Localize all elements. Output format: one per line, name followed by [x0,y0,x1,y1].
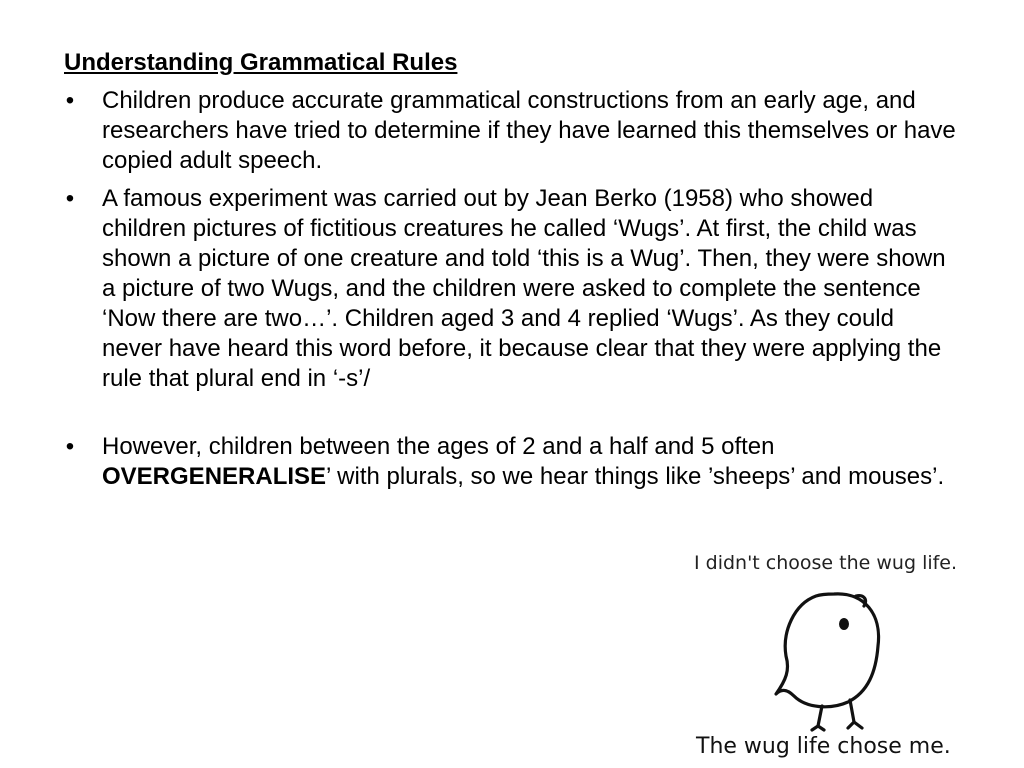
bullet-item-3 [60,432,960,492]
bullet-item-2 [60,184,960,394]
meme-top-caption: I didn't choose the wug life. [694,552,958,574]
bullet-dot: • [65,433,75,460]
bullet-text-1: Children produce accurate grammatical constructions from an early age, and researchers have tried to determine if they have learned this themselves or have copied adult speech. [102,87,956,174]
bullet-dot: • [65,185,75,212]
slide-heading: Understanding Grammatical Rules [64,49,458,76]
bullet-text-2: A famous experiment was carried out by Jean Berko (1958) who showed children pictures of fictitious creatures he called ‘Wugs’. At first, the child was shown a picture of one creature and told ‘this is a Wug’. Then, they were shown a picture of two Wugs, and the children were asked to complete the sentence ‘Now there are two…’. Children aged 3 and 4 replied ‘Wugs’. As they could never have heard this word before, it because clear that they were applying the rule that plural end in ‘-s’/ [102,185,946,392]
bullet-dot: • [65,87,75,114]
wug-meme-image [684,548,984,766]
meme-bottom-caption: The wug life chose me. [696,734,951,759]
bullet-text-3-before: However, children between the ages of 2 and a half and 5 often [102,433,775,460]
bullet-item-1 [60,86,960,176]
bullet-text-3-after: ’ with plurals, so we hear things like ’sheeps’ and mouses’. [326,463,945,490]
bullet-list [60,86,960,500]
overgeneralise-term: OVERGENERALISE [102,463,327,490]
wug-bird-drawing-icon [764,584,904,734]
